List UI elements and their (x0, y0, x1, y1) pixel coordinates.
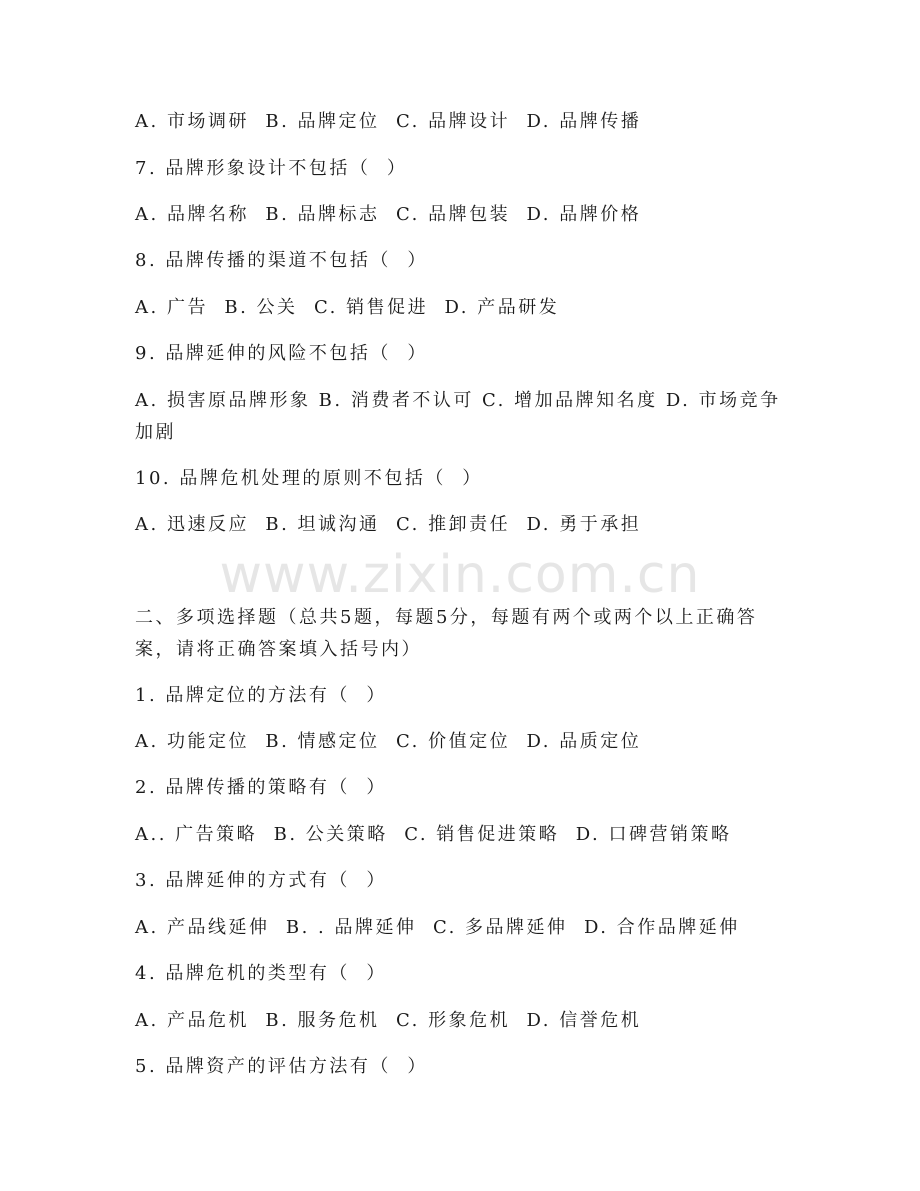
q9-options: A. 损害原品牌形象 B. 消费者不认可 C. 增加品牌知名度 D. 市场竞争加剧 (135, 390, 781, 443)
m5-question: 5. 品牌资产的评估方法有（ ） (135, 1056, 428, 1077)
q7-question: 7. 品牌形象设计不包括（ ） (135, 158, 408, 179)
q10-question: 10. 品牌危机处理的原则不包括（ ） (135, 468, 483, 489)
m3-options: A. 产品线延伸 B. . 品牌延伸 C. 多品牌延伸 D. 合作品牌延伸 (135, 917, 740, 938)
q10-options: A. 迅速反应 B. 坦诚沟通 C. 推卸责任 D. 勇于承担 (135, 514, 642, 535)
watermark: www.zixin.com.cn (219, 545, 701, 605)
m1-options: A. 功能定位 B. 情感定位 C. 价值定位 D. 品质定位 (135, 731, 642, 752)
m4-options: A. 产品危机 B. 服务危机 C. 形象危机 D. 信誉危机 (135, 1010, 642, 1031)
section2-title: 二、多项选择题（总共5题，每题5分，每题有两个或两个以上正确答案，请将正确答案填入括号内） (135, 607, 758, 660)
m3-question: 3. 品牌延伸的方式有（ ） (135, 870, 387, 891)
m2-question: 2. 品牌传播的策略有（ ） (135, 777, 387, 798)
q8-question: 8. 品牌传播的渠道不包括（ ） (135, 250, 428, 271)
q7-options: A. 品牌名称 B. 品牌标志 C. 品牌包装 D. 品牌价格 (135, 204, 642, 225)
q6-options: A. 市场调研 B. 品牌定位 C. 品牌设计 D. 品牌传播 (135, 111, 642, 132)
m2-options: A.. 广告策略 B. 公关策略 C. 销售促进策略 D. 口碑营销策略 (135, 824, 732, 845)
m1-question: 1. 品牌定位的方法有（ ） (135, 685, 387, 706)
m4-question: 4. 品牌危机的类型有（ ） (135, 963, 387, 984)
q8-options: A. 广告 B. 公关 C. 销售促进 D. 产品研发 (135, 297, 560, 318)
q9-question: 9. 品牌延伸的风险不包括（ ） (135, 343, 428, 364)
